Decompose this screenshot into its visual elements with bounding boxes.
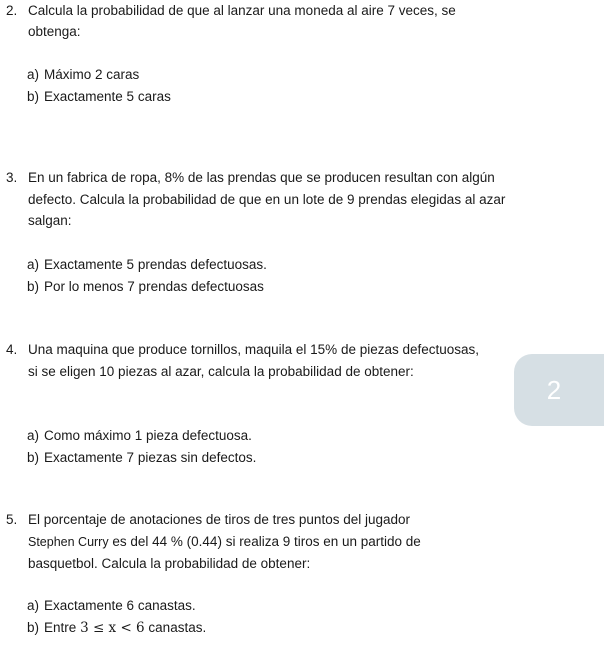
problem-4 <box>6 339 506 382</box>
option-a <box>27 425 256 447</box>
problem-3-options <box>27 254 267 298</box>
option-b <box>27 617 206 639</box>
option-label: a) <box>27 428 40 443</box>
problem-number: 2. <box>6 3 18 18</box>
problem-number: 3. <box>6 170 18 185</box>
option-label: b) <box>27 620 40 635</box>
option-text: Como máximo 1 pieza defectuosa. <box>44 428 252 443</box>
problem-3 <box>6 167 506 232</box>
page-number: 2 <box>546 374 562 405</box>
problem-number: 4. <box>6 342 18 357</box>
option-text: Exactamente 7 piezas sin defectos. <box>44 450 257 465</box>
option-label: a) <box>27 67 40 82</box>
option-text: Por lo menos 7 prendas defectuosas <box>44 279 264 294</box>
option-b <box>27 86 171 108</box>
problem-2 <box>6 1 506 42</box>
statement-line: El porcentaje de anotaciones de tiros de tres puntos del jugador <box>28 512 411 527</box>
option-text: Máximo 2 caras <box>44 67 140 82</box>
problem-4-options <box>27 425 256 469</box>
option-label: a) <box>27 598 40 613</box>
problem-statement: En un fabrica de ropa, 8% de las prendas que se producen resultan con algún defecto. Calcula la probabilidad de que en un lote de 9 prendas elegidas al azar salgan: <box>28 170 506 228</box>
option-text-before: Entre <box>44 620 77 635</box>
statement-line <box>28 531 498 554</box>
option-text: Exactamente 5 prendas defectuosas. <box>44 257 267 272</box>
option-text-after: canastas. <box>148 620 207 635</box>
option-label: b) <box>27 450 40 465</box>
option-b <box>27 447 256 469</box>
problem-5-options <box>27 595 206 639</box>
statement-text: es del 44 % (0.44) si realiza 9 tiros en un partido de <box>112 533 421 549</box>
option-label: b) <box>27 279 40 294</box>
option-label: b) <box>27 89 40 104</box>
option-a <box>27 64 171 86</box>
problem-statement: Una maquina que produce tornillos, maquila el 15% de piezas defectuosas, si se eligen 10 piezas al azar, calcula la probabilidad de obtener: <box>28 342 480 379</box>
option-text: Exactamente 6 canastas. <box>44 598 196 613</box>
inequality-expression: 3 ≤ x < 6 <box>80 620 145 636</box>
page-number-tab <box>514 354 604 426</box>
option-b <box>27 276 267 298</box>
option-a <box>27 254 267 276</box>
option-label: a) <box>27 257 40 272</box>
player-name: Stephen Curry <box>28 534 109 549</box>
option-text: Exactamente 5 caras <box>44 89 171 104</box>
statement-line: basquetbol. Calcula la probabilidad de obtener: <box>28 556 311 571</box>
problem-statement: Calcula la probabilidad de que al lanzar una moneda al aire 7 veces, se obtenga: <box>28 3 456 39</box>
problem-number: 5. <box>6 512 18 527</box>
option-a <box>27 595 206 617</box>
problem-5 <box>6 509 506 575</box>
problem-statement <box>28 509 498 575</box>
problem-2-options <box>27 64 171 108</box>
